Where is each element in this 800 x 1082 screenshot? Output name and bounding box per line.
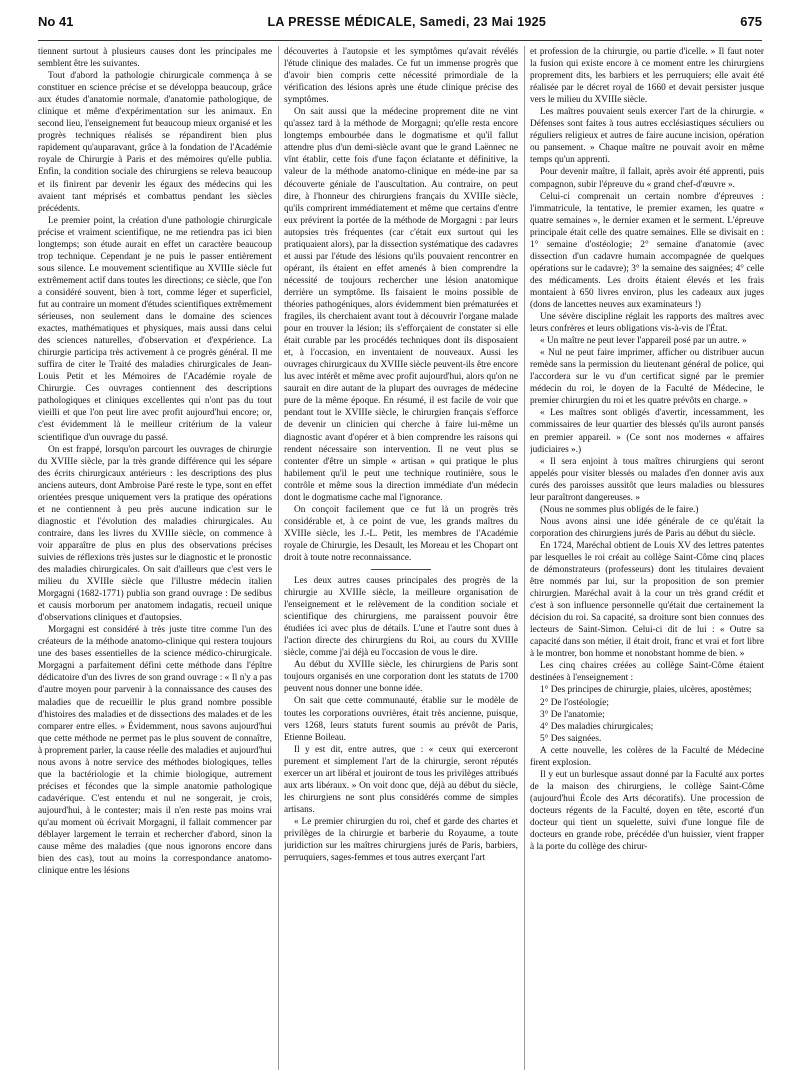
paragraph: Les maîtres pouvaient seuls exercer l'art de la chirurgie. « Défenses sont faites à tous autres ecclésiastiques séculiers ou réguliers religieux et autres de faire aucune incision, opération ou pansement. » Chaque maître ne pouvait avoir en même temps qu'un apprenti. (530, 107, 764, 166)
paragraph: « Nul ne peut faire imprimer, afficher ou distribuer aucun remède sans la permission du lieutenant général de police, qui l'accordera sur le vu d'un certificat signé par le premier médecin du roi, le doyen de la Faculté de Médecine, le premier chirurgien du roi et les quatre prévôts en charge. » (530, 348, 764, 407)
page-number: 675 (740, 14, 762, 29)
paragraph: « Le premier chirurgien du roi, chef et garde des chartes et privilèges de la chirurgie et barberie du Royaume, a toute juridiction sur les maîtres chirurgiens jurés de Paris, barbiers, perruquiers, sages-femmes et tous autres exerçant l'art (284, 816, 518, 864)
paragraph: découvertes à l'autopsie et les symptômes qu'avait révélés l'étude clinique des malades. Ce fut un immense progrès que d'avoir bien compris cette nécessité primordiale de la vérification des lésions après une étude clinique précise des symptômes. (284, 47, 518, 106)
list-item: 2° De l'ostéologie; (540, 697, 609, 708)
paragraph: et profession de la chirurgie, ou partie d'icelle. » Il faut noter la fusion qui existe encore à ce moment entre les chirurgiens proprement dits, les barbiers et les perruquiers; elle avait été réalisée par le décret royal de 1660 et devait persister jusque vers le milieu du XVIIIe siècle. (530, 47, 764, 106)
paragraph: « Il sera enjoint à tous maîtres chirurgiens qui seront appelés pour visiter blessés ou malades d'en donner avis aux curés des paroisses aussitôt que leurs maladies ou blessures leur paraîtront dangereuses. » (530, 456, 764, 503)
paragraph: tiennent surtout à plusieurs causes dont les principales me semblent être les suivantes. (38, 47, 272, 70)
paragraph: (Nous ne sommes plus obligés de le faire.) (540, 504, 699, 515)
column-rule-1 (278, 46, 279, 1070)
list-item: 5° Des saignées. (540, 733, 602, 744)
paragraph: Tout d'abord la pathologie chirurgicale commença à se constituer en science précise et se développa beaucoup, grâce aux études d'anatomie normale, d'anatomie pathologique, de clinique et même d'expérimentation sur les animaux. En second lieu, l'enseignement fut beaucoup mieux organisé et les progrès techniques réalisés se répandirent bien plus rapidement qu'auparavant, grâce à la fondation de l'Académie royale de Chirurgie à Paris et des mémoires qu'elle publia. Enfin, la condition sociale des chirurgiens se releva beaucoup et ils finirent par devenir les égaux des médecins qui les avaient tant méprisés et combattus pendant les siècles précédents. (38, 71, 272, 214)
paragraph: On sait que cette communauté, établie sur le modèle de toutes les corporations ouvrières, était très ancienne, puisque, vers 1268, leurs statuts furent soumis au prévôt de Paris, Etienne Boileau. (284, 696, 518, 743)
paragraph: Celui-ci comprenait un certain nombre d'épreuves : l'immatricule, la tentative, le premier examen, les quatre « quatre semaines », le dernier examen et le serment. L'épreuve principale était celle des quatre semaines. Elle se divisait en : 1° semaine d'ostéologie; 2° semaine d'anatomie (avec dissection d'un cadavre humain accompagnée de quelques opérations sur le cadavre); 3° la semaine des saignées; 4° celle des médicaments. Les droits étaient élevés et les frais montaient à 650 livres environ, plus les cadeaux aux juges (dons de lancettes neuves aux examinateurs !) (530, 191, 764, 310)
paragraph: Il y est dit, entre autres, que : « ceux qui exerceront purement et simplement l'art de la chirurgie, seront réputés exercer un art libéral et jouiront de tous les privilèges attribués aux arts libéraux. » On voit donc que, déjà au début du siècle, les chirurgiens ne sont plus considérés comme de simples artisans. (284, 744, 518, 815)
paragraph: Morgagni est considéré à très juste titre comme l'un des créateurs de la méthode anatomo-clinique qui restera toujours une des bases essentielles de la science médico-chirurgicale. Morgagni a parfaitement défini cette méthode dans l'épître dédicatoire d'un des livres de son grand ouvrage : « Il n'y a pas d'autre moyen pour parvenir à la connaissance des causes des maladies que de recueillir le plus grand nombre possible d'histoires des maladies et de dissections des malades et de les comparer entre elles. » Évidemment, nous savons aujourd'hui que cette méthode ne permet pas le plus souvent de connaître, à proprement parler, la cause réelle des maladies et aujourd'hui nous avons à notre service des méthodes biologiques, telles que la bactériologie et la chimie biologique, autrement précises et fécondes que la simple anatomie pathologique cadavérique. C'est entendu et nul ne songerait, je crois, aujourd'hui, à le contester; mais il n'en reste pas moins vrai qu'au moment où écrivait Morgagni, il fallait commencer par déblayer largement le terrain et rechercher d'abord, sinon la cause même des maladies (que nous ignorons encore dans bien des cas), tout au moins la correspondance anatomo-clinique entre les lésions (38, 625, 272, 877)
list-item: 3° De l'anatomie; (540, 709, 605, 720)
paragraph: A cette nouvelle, les colères de la Faculté de Médecine firent explosion. (530, 745, 764, 768)
column-rule-2 (524, 46, 525, 1070)
list-item: 4° Des maladies chirurgicales; (540, 721, 654, 732)
paragraph: Les deux autres causes principales des progrès de la chirurgie au XVIIIe siècle, la meilleure organisation de l'enseignement et le relèvement de la condition sociale et scientifique des chirurgiens, me paraissent pouvoir être étudiées ici avec plus de détails. L'une et l'autre sont dues à l'action directe des chirurgiens du Roi, au cours du XVIIIe siècle, comme j'ai déjà eu l'occasion de vous le dire. (284, 576, 518, 659)
paragraph: On sait aussi que la médecine proprement dite ne vint qu'assez tard à la méthode de Morgagni; qu'elle resta encore longtemps embourbée dans le dogmatisme et qu'il fallut attendre plus d'un demi-siècle avant que le grand Laënnec ne vînt établir, cette fois d'une façon éclatante et définitive, la valeur de la méthode anatomo-clinique en méde-ine par sa découverte géniale de l'auscultation. Au contraire, on peut dire, à l'honneur des chirurgiens français du XVIIIe siècle, qu'ils comprirent immédiatement et même que certains d'entre eux prévirent la portée de la méthode de Morgagni : par leurs autopsies très fréquentes (car c'était eux surtout qui les pratiquaient alors), par la dissection systématique des cadavres et aussi par l'étude des lésions qu'ils pouvaient rencontrer en opérant, ils étaient en effet amenés à bien comprendre la nécessité de toujours rechercher une lésion anatomique derrière un symptôme. Ils faisaient le moins possible de théories pathogéniques, alors évidemment bien prématurées et fragiles, ils cherchaient avant tout à découvrir l'organe malade pour en trouver la lésion; ils s'efforçaient de constater si elle était curable par les procédés techniques dont ils disposaient et, à l'occasion, en inventaient de nouveaux. Aussi les ouvrages chirurgicaux du XVIIIe siècle peuvent-ils être encore lus avec intérêt et même avec profit aujourd'hui, alors qu'on ne saurait en dire autant de la plupart des ouvrages de médecine pure de la même époque. En résumé, il est facile de voir que pendant tout le XVIIIe siècle, le chirurgien français s'efforce de devenir un clinicien qui cherche à faire lui-même un diagnostic avant d'opérer et à bien comprendre les raisons qui rendent nécessaire son intervention. Il ne veut plus se contenter d'être un simple « artisan » qui pratique le plus habilement qu'il le peut une technique routinière, sous le contrôle et même sous la direction immédiate d'un médecin dont le dogmatisme cache mal l'ignorance. (284, 107, 518, 503)
list-item: 1° Des principes de chirurgie, plaies, ulcères, apostèmes; (540, 685, 752, 696)
column-3 (530, 46, 764, 1070)
paragraph: On conçoit facilement que ce fut là un progrès très considérable et, à ce point de vue, les grands maîtres du XVIIIe siècle, les J.-L. Petit, les membres de l'Académie royale de Chirurgie, les Desault, les Moreau et les Chopart ont droit à toute notre reconnaissance. (284, 504, 518, 563)
paragraph: Pour devenir maître, il fallait, après avoir été apprenti, puis compagnon, subir l'épreuve du « grand chef-d'œuvre ». (530, 167, 764, 190)
journal-title: LA PRESSE MÉDICALE, Samedi, 23 Mai 1925 (267, 15, 547, 29)
column-2 (284, 46, 518, 1070)
paragraph: Une sévère discipline réglait les rapports des maîtres avec leurs confrères et leurs obligations vis-à-vis de l'État. (530, 312, 764, 335)
paragraph: Il y eut un burlesque assaut donné par la Faculté aux portes de la maison des chirurgiens, le collège Saint-Côme (aujourd'hui École des Arts décoratifs). Une procession de docteurs régents de la Faculté, doyen en tête, escorté d'un docteur qui tient un squelette, suivi d'une longue file de docteurs en grande robe, précédée d'un huissier, vient frapper à la porte du collège des chirur- (530, 769, 764, 853)
paragraph: On est frappé, lorsqu'on parcourt les ouvrages de chirurgie du XVIIIe siècle, par la très grande différence qui les sépare des écrits chirurgicaux antérieurs : les descriptions des plus anciens auteurs, dont Ambroise Paré reste le type, sont en effet orientées presque uniquement vers la pratique des opérations et ne contiennent à peu près aucune indication sur le diagnostic et l'évolution des maladies chirurgicales. Au contraire, dans les livres du XVIIIe siècle, on commence à voir apparaître de plus en plus des observations précises suivies de réflexions très justes sur le diagnostic et le pronostic des maladies chirurgicales. On sait d'ailleurs que c'est vers le milieu du XVIIIe siècle que l'illustre médecin italien Morgagni (1682-1771) publia son grand ouvrage : De sedibus et causis morborum per anatomem indagatis, recueil unique d'observations cliniques et d'autopsies. (38, 444, 272, 624)
paragraph: Au début du XVIIIe siècle, les chirurgiens de Paris sont toujours organisés en une corporation dont les statuts de 1700 peuvent nous donner une bonne idée. (284, 660, 518, 695)
paragraph: En 1724, Maréchal obtient de Louis XV des lettres patentes par lesquelles le roi créait au collège Saint-Côme cinq places de démonstrateurs (professeurs) dont les titulaires devaient être nommés par lui, sur la proposition de son premier chirurgien. Maréchal avait à la cour un très grand crédit et c'est à son influence personnelle qu'était due certainement la décision du roi. Sa capacité, sa droiture sont bien connues des lecteurs de Saint-Simon. Celui-ci dit de lui : « Outre sa capacité dans son métier, il était droit, franc et vrai et fort libre à le montrer, bon homme et nonobstant homme de bien. » (530, 540, 764, 660)
issue-number: No 41 (38, 14, 74, 29)
paragraph: « Un maître ne peut lever l'appareil posé par un autre. » (540, 336, 747, 347)
paragraph: « Les maîtres sont obligés d'avertir, incessamment, les commissaires de leur quartier des blessés qu'ils auront pansés en premier appareil. » (Ce sont nos modernes « affaires judiciaires ».) (530, 408, 764, 455)
paragraph: Les cinq chaires créées au collège Saint-Côme étaient destinées à l'enseignement : (530, 661, 764, 684)
paragraph: Nous avons ainsi une idée générale de ce qu'était la corporation des chirurgiens jurés de Paris au début du siècle. (530, 516, 764, 539)
section-separator (371, 569, 431, 570)
page-header (38, 14, 762, 41)
column-1 (38, 46, 272, 1070)
paragraph: Le premier point, la création d'une pathologie chirurgicale précise et vraiment scientifique, ne me retiendra pas ici bien longtemps; son étude aurait en effet un caractère beaucoup trop technique. Cependant je ne puis le passer entièrement sous silence. Le mouvement scientifique au XVIIIe siècle fut extrêmement actif dans toutes les directions; ce siècle, que l'on a considéré souvent, bien à tort, comme léger et superficiel, fut au contraire un moment d'études scientifiques extrêmement sérieuses, non seulement dans le domaine des sciences exactes, mathématiques et physiques, mais aussi dans celui des sciences naturelles, d'observation et d'expérience. La chirurgie participa très activement à ce progrès général. Il me suffira de citer le Traité des maladies chirurgicales de Jean-Louis Petit et les Mémoires de l'Académie royale de Chirurgie. Ces ouvrages contiennent des descriptions pathologiques et cliniques excellentes qui n'ont pas du tout vieilli et que l'on peut lire avec profit aujourd'hui encore; or, c'est évidemment là le meilleur critérium de la valeur scientifique d'un ouvrage du passé. (38, 215, 272, 443)
